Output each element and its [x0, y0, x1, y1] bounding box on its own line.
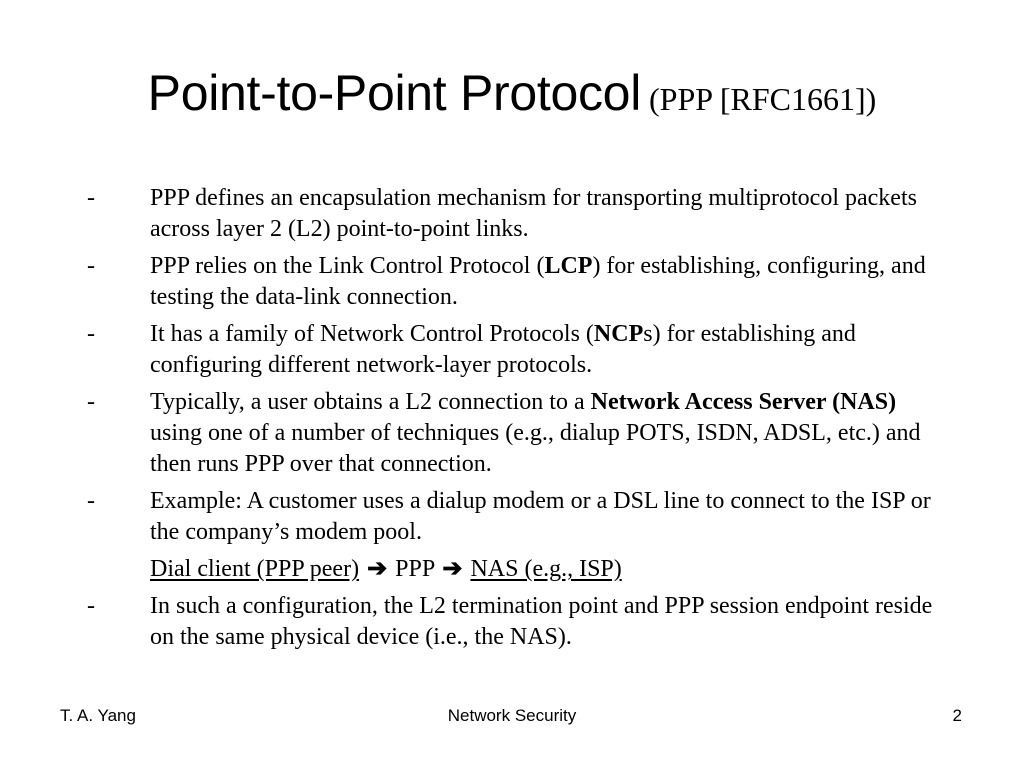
- bullet-dash: -: [87, 488, 95, 514]
- right-arrow-icon: ➔: [367, 556, 388, 582]
- bullet-text: [150, 486, 940, 548]
- flow-client: Dial client (PPP peer): [150, 556, 360, 582]
- bullet-text: [150, 387, 940, 480]
- bullet-dash: -: [87, 321, 95, 347]
- term-ncp: NCP: [593, 321, 644, 347]
- bullet-dash: -: [87, 389, 95, 415]
- bullet-text-post: s) for establishing and configuring different network-layer protocols.: [150, 321, 856, 378]
- bullet-item-6: [0, 591, 1024, 653]
- title-main: Point-to-Point Protocol: [147, 65, 642, 121]
- bullet-text-plain: PPP defines an encapsulation mechanism for transporting multiprotocol packets across layer 2 (L2) point-to-point links.: [150, 185, 917, 242]
- bullet-item-3: [0, 319, 1024, 381]
- term-lcp: LCP: [544, 253, 593, 279]
- bullet-item-4: [0, 387, 1024, 480]
- bullet-dash: -: [87, 253, 95, 279]
- footer-page-number: 2: [952, 706, 962, 725]
- bullet-text: [150, 183, 940, 245]
- right-arrow-icon: ➔: [442, 556, 463, 582]
- slide-title: [0, 64, 1024, 122]
- term-nas: Network Access Server (NAS): [590, 389, 897, 415]
- ppp-flow-line: [150, 554, 1024, 585]
- bullet-dash: -: [87, 593, 95, 619]
- bullet-dash: -: [87, 185, 95, 211]
- footer-course: Network Security: [447, 706, 577, 725]
- slide-body: [0, 183, 1024, 659]
- bullet-text-plain: In such a configuration, the L2 termination point and PPP session endpoint reside on the same physical device (i.e., the NAS).: [150, 593, 933, 650]
- bullet-text-post: ) for establishing, configuring, and testing the data-link connection.: [150, 253, 926, 310]
- bullet-text: [150, 591, 940, 653]
- footer-author: T. A. Yang: [60, 706, 136, 725]
- title-subtitle: (PPP [RFC1661]): [649, 81, 877, 117]
- bullet-text-pre: Typically, a user obtains a L2 connection to a: [150, 389, 591, 415]
- bullet-text: [150, 319, 940, 381]
- bullet-text-plain: Example: A customer uses a dialup modem or a DSL line to connect to the ISP or the company’s modem pool.: [150, 488, 931, 545]
- bullet-text-pre: It has a family of Network Control Protocols (: [150, 321, 594, 347]
- flow-nas: NAS (e.g., ISP): [470, 556, 622, 582]
- bullet-item-2: [0, 251, 1024, 313]
- flow-middle: PPP: [389, 556, 441, 582]
- bullet-item-1: [0, 183, 1024, 245]
- bullet-item-5: [0, 486, 1024, 548]
- bullet-text-pre: PPP relies on the Link Control Protocol (: [150, 253, 545, 279]
- bullet-text-post: using one of a number of techniques (e.g., dialup POTS, ISDN, ADSL, etc.) and then runs PPP over that connection.: [150, 420, 921, 477]
- bullet-text: [150, 251, 940, 313]
